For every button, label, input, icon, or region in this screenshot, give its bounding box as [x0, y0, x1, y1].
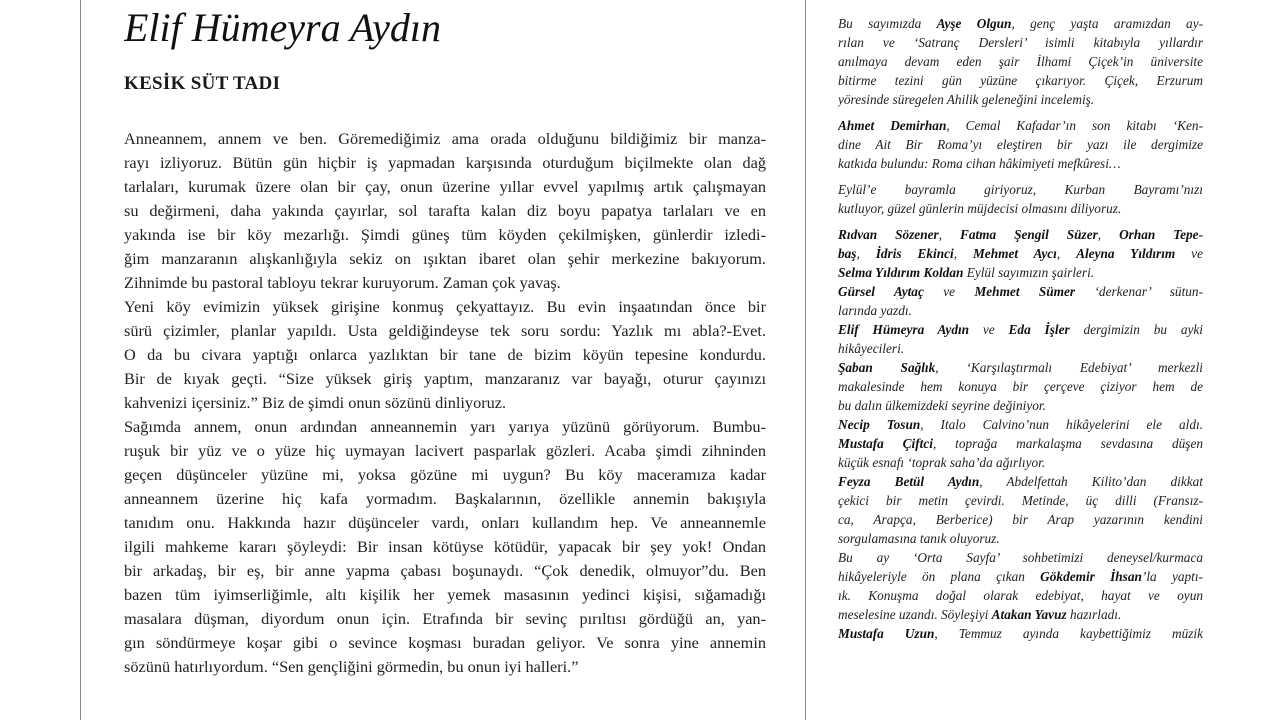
contributor-name: Ahmet Demirhan — [838, 118, 947, 133]
sidebar-line: meselesine uzandı. Söyleşiyi Atakan Yavuz hazırladı. — [838, 607, 1122, 622]
sidebar-line: hikâyecileri. — [838, 341, 905, 356]
column-divider-rule — [805, 0, 806, 720]
sidebar-line: bitirme tezini gün yüzüne çıkarıyor. Çiçek, Erzurum — [838, 73, 1203, 88]
sidebar-line: kutluyor, güzel günlerin müjdecisi olmasını diliyoruz. — [838, 201, 1122, 216]
sidebar-line: larında yazdı. — [838, 303, 912, 318]
sidebar-line: Mustafa Uzun, Temmuz ayında kaybettiğimiz müzik — [838, 626, 1203, 641]
contributor-name: Fatma Şengil Süzer — [959, 227, 1098, 242]
sidebar-line: Bu sayımızda Ayşe Olgun, genç yaşta aramızdan ay- — [838, 16, 1203, 31]
sidebar-line: yöresinde süregelen Ahilik geleneğini incelemiş. — [838, 92, 1095, 107]
author-name: Elif Hümeyra Aydın — [124, 5, 441, 50]
contributor-name: Mustafa Çiftci — [838, 436, 933, 451]
sidebar-line: Eylül’e bayramla giriyoruz, Kurban Bayramı’nızı — [838, 182, 1203, 197]
story-line: Zihnimde bu pastoral tabloyu tekrar kuruyorum. Zaman çok yavaş. — [124, 273, 561, 292]
sidebar-line: Bu ay ‘Orta Sayfa’ sohbetimizi deneysel/kurmaca — [838, 550, 1203, 565]
story-line: geçen düşünceler yüzüne mi, yoksa gözüne mi uygun? Bu köy maceramıza kadar — [124, 465, 766, 484]
contributor-name: Eda İşler — [1008, 322, 1070, 337]
story-line: yakında ise bir köy mezarlığı. Şimdi güneş tüm köyden çekilmişken, günlerdir izledi- — [124, 225, 766, 244]
story-line: ilgili mahkeme kararı şöyleydi: Bir insan kötüyse kötüdür, yapacak bir şey yok! Ondan — [124, 537, 766, 556]
sidebar-line: çekici bir metin çevirdi. Metinde, üç dilli (Fransız- — [838, 493, 1203, 508]
sidebar-line: ca, Arapça, Berberice) bir Arap yazarının kendini — [838, 512, 1203, 527]
sidebar-line: hikâyeleriyle ön plana çıkan Gökdemir İhsan’la yaptı- — [838, 569, 1203, 584]
contributor-name: Atakan Yavuz — [991, 607, 1067, 622]
story-line: masalara düşman, diyordum onun için. Etrafında bir sevinç pırıltısı gördüğü an, yan- — [124, 609, 766, 628]
sidebar-line: dine Ait Bir Roma’yı eleştiren bir yazı ile dergimize — [838, 137, 1203, 152]
sidebar-line: küçük esnafı ‘toprak saha’da ağırlıyor. — [838, 455, 1046, 470]
story-line: Yeni köy evimizin yüksek girişine konmuş çekyattayız. Bu evin inşaatından önce bir — [124, 297, 766, 316]
contributor-name: Selma Yıldırım Koldan — [838, 265, 964, 280]
contributor-name: Rıdvan Sözener — [838, 227, 939, 242]
contributor-name: Aleyna Yıldırım — [1076, 246, 1176, 261]
sidebar-line: katkıda bulundu: Roma cihan hâkimiyeti mefkûresi… — [838, 156, 1121, 171]
left-margin-rule — [80, 0, 81, 720]
story-line: sürü çizimler, planlar yapıldı. Usta geldiğindeyse tek soru sordu: Yazlık mı abla?-Evet. — [124, 321, 766, 340]
story-line: kahvenizi içersiniz.” Biz de şimdi onun sözünü dinliyoruz. — [124, 393, 507, 412]
sidebar-line: Necip Tosun, Italo Calvino’nun hikâyelerini ele aldı. — [838, 417, 1203, 432]
contributor-name: Mehmet Aycı — [972, 246, 1057, 261]
contributor-name: Ayşe Olgun — [936, 16, 1012, 31]
story-line: ğim manzaranın alışkanlığıyla sekiz on ışıktan ibaret olan şehir merkezine bakıyorum. — [124, 249, 766, 268]
story-line: tarlaları, kurumak üzere olan bir çay, onun üzerine yıllar evvel yapılmış artık çalışmayan — [124, 177, 766, 196]
story-line: Sağımda annem, onun ardından anneannemin yarı yarıya yüzünü görüyorum. Bumbu- — [124, 417, 766, 436]
story-body — [124, 127, 766, 679]
editorial-sidebar — [838, 0, 1203, 720]
story-line: O da bu civara yaptığı onlarca yazlıktan bir tane de bizim köyün tepesine kondurdu. — [124, 345, 766, 364]
story-title: KESİK SÜT TADI — [124, 73, 281, 94]
story-line: bir arkadaş, bir eş, bir anne yapma çabası boşunaydı. “Çok denedik, olmuyor”du. Ben — [124, 561, 766, 580]
contributor-name: baş — [838, 246, 857, 261]
contributor-name: İdris Ekinci — [875, 246, 954, 261]
story-line: Bir de kıyak geçti. “Size yüksek giriş yaptım, manzaranız var bayağı, oturur çayınızı — [124, 369, 766, 388]
contributor-name: Feyza Betül Aydın — [838, 474, 980, 489]
story-column — [124, 0, 766, 720]
sidebar-line: bu dalın ülkemizdeki seyrine değiniyor. — [838, 398, 1046, 413]
contributor-name: Orhan Tepe- — [1119, 227, 1203, 242]
story-line: gın söndürmeye koşar gibi o sevince koşması buradan geliyor. Ve sonra yine annemin — [124, 633, 766, 652]
contributor-name: Şaban Sağlık — [838, 360, 936, 375]
contributor-name: Necip Tosun — [838, 417, 921, 432]
story-line: ruşuk bir yüz ve o yüze hiç uymayan lacivert pasparlak gözleri. Acaba şimdi zihninden — [124, 441, 766, 460]
sidebar-line: sorgulamasına tanık oluyoruz. — [838, 531, 1000, 546]
sidebar-line: Ahmet Demirhan, Cemal Kafadar’ın son kitabı ‘Ken- — [838, 118, 1203, 133]
story-line: Anneannem, annem ve ben. Göremediğimiz ama orada olduğunu bildiğimiz bir manza- — [124, 129, 766, 148]
story-line: bazen tüm iyimserliğimle, altı kişilik her yemek masasının yedinci kişisi, sığamadığı — [124, 585, 766, 604]
contributor-name: Mehmet Sümer — [974, 284, 1076, 299]
contributor-name: Gürsel Aytaç — [838, 284, 924, 299]
contributor-name: Gökdemir İhsan — [1040, 569, 1142, 584]
contributor-name: Mustafa Uzun — [838, 626, 935, 641]
sidebar-line: rılan ve ‘Satranç Dersleri’ isimli kitabıyla yıllardır — [838, 35, 1203, 50]
contributor-name: Elif Hümeyra Aydın — [838, 322, 970, 337]
sidebar-line: ık. Konuşma doğal olarak edebiyat, hayat ve oyun — [838, 588, 1203, 603]
sidebar-line: Rıdvan Sözener, Fatma Şengil Süzer, Orhan Tepe- — [838, 227, 1203, 242]
story-line: anneannem üzerine hiç kafa yormadım. Başkalarının, özellikle annemin bakışıyla — [124, 489, 766, 508]
story-line: su değirmeni, daha yakında çayırlar, sol tarafta kalan diz boyu papatya tarlaları ve en — [124, 201, 766, 220]
story-line: rayı izliyoruz. Bütün gün hiçbir iş yapmadan karşısında oturduğum biçilmekte olan dağ — [124, 153, 766, 172]
sidebar-line: Şaban Sağlık, ‘Karşılaştırmalı Edebiyat’ merkezli — [838, 360, 1203, 375]
story-line: tanıdım onu. Hakkında hazır düşünceler vardı, onları kullandım hep. Ve anneannemle — [124, 513, 766, 532]
sidebar-line: Feyza Betül Aydın, Abdelfettah Kilito’dan dikkat — [838, 474, 1203, 489]
sidebar-line: Gürsel Aytaç ve Mehmet Sümer ‘derkenar’ sütun- — [838, 284, 1203, 299]
sidebar-line: Mustafa Çiftci, toprağa markalaşma sevdasına düşen — [838, 436, 1203, 451]
sidebar-line: Selma Yıldırım Koldan Eylül sayımızın şairleri. — [838, 265, 1095, 280]
story-line: sözünü hatırlıyordum. “Sen gençliğini görmedin, bu onun iyi halleri.” — [124, 657, 579, 676]
sidebar-line: anılmaya devam eden şair İlhami Çiçek’in üniversite — [838, 54, 1203, 69]
sidebar-line: Elif Hümeyra Aydın ve Eda İşler dergimizin bu ayki — [838, 322, 1203, 337]
sidebar-line: makalesinde hem konuya bir çerçeve çiziyor hem de — [838, 379, 1203, 394]
sidebar-line: baş, İdris Ekinci, Mehmet Aycı, Aleyna Yıldırım ve — [838, 246, 1203, 261]
